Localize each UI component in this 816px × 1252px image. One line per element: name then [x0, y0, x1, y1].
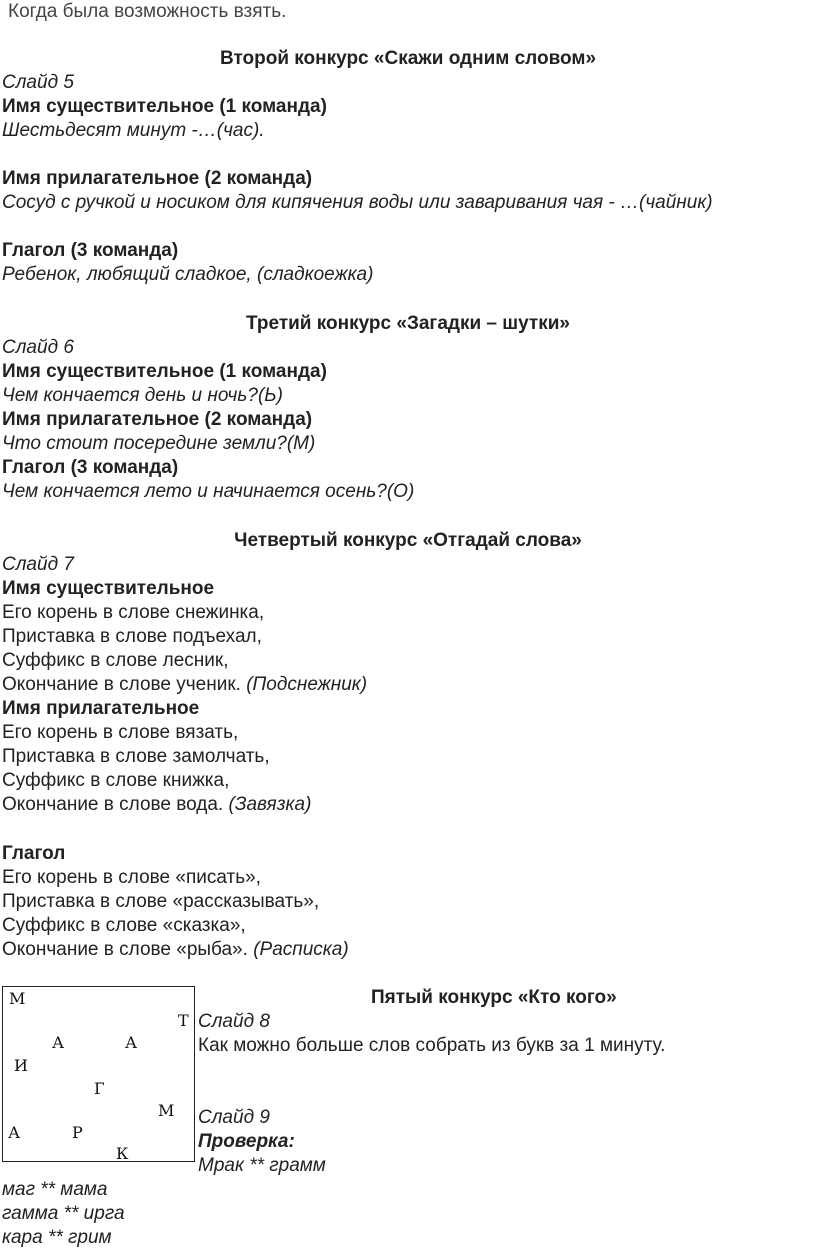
noun-line: Приставка в слове подъехал, [2, 626, 262, 647]
contest5-task: Как можно больше слов собрать из букв за 1 минуту. [198, 1035, 666, 1056]
letter: М [158, 1101, 175, 1120]
letter: Р [72, 1123, 83, 1142]
noun-line: Суффикс в слове лесник, [2, 650, 229, 671]
adjective-heading: Имя прилагательное [2, 698, 200, 719]
letter: Г [94, 1079, 105, 1098]
answer-line: маг ** мама [2, 1179, 108, 1200]
contest3-item2-text: Что стоит посередине земли?(М) [2, 433, 316, 454]
contest5-check: Проверка: [198, 1131, 295, 1152]
letter: А [52, 1033, 65, 1052]
contest2-item3-heading: Глагол (3 команда) [2, 240, 179, 261]
contest5-slide8: Слайд 8 [198, 1011, 270, 1032]
letter: Т [178, 1011, 189, 1030]
contest5-slide9: Слайд 9 [198, 1107, 270, 1128]
intro-text: Когда была возможность взять. [8, 1, 287, 22]
noun-heading: Имя существительное [2, 578, 215, 599]
verb-answer: (Расписка) [253, 939, 349, 960]
contest4-title: Четвертый конкурс «Отгадай слова» [234, 530, 582, 551]
verb-line: Окончание в слове «рыба». [2, 939, 254, 960]
verb-line: Его корень в слове «писать», [2, 867, 261, 888]
verb-heading: Глагол [2, 843, 66, 864]
adjective-line: Окончание в слове вода. [2, 794, 229, 815]
contest5-title: Пятый конкурс «Кто кого» [371, 987, 617, 1008]
adjective-answer: (Завязка) [228, 794, 312, 815]
letters-box [2, 986, 195, 1162]
contest3-item1-text: Чем кончается день и ночь?(Ь) [2, 385, 283, 406]
contest2-item2-heading: Имя прилагательное (2 команда) [2, 168, 313, 189]
adjective-line: Суффикс в слове книжка, [2, 770, 230, 791]
contest3-item3-heading: Глагол (3 команда) [2, 457, 179, 478]
adjective-last-line [2, 793, 311, 817]
contest2-item1-heading: Имя существительное (1 команда) [2, 96, 327, 117]
adjective-line: Его корень в слове вязать, [2, 722, 239, 743]
letter: А [8, 1123, 21, 1142]
contest3-item3-text: Чем кончается лето и начинается осень?(О) [2, 481, 415, 502]
contest2-item1-text: Шестьдесят минут -…(час). [2, 120, 265, 141]
noun-line: Его корень в слове снежинка, [2, 602, 265, 623]
letter: М [9, 989, 26, 1008]
noun-last-line [2, 673, 367, 697]
verb-line: Суффикс в слове «сказка», [2, 915, 246, 936]
letter: К [116, 1144, 129, 1163]
answer-line: кара ** грим [2, 1227, 112, 1248]
noun-line: Окончание в слове ученик. [2, 674, 247, 695]
verb-line: Приставка в слове «рассказывать», [2, 891, 320, 912]
verb-last-line [2, 938, 349, 962]
contest2-item2-text: Сосуд с ручкой и носиком для кипячения воды или заваривания чая - …(чайник) [2, 192, 713, 213]
contest3-item1-heading: Имя существительное (1 команда) [2, 361, 327, 382]
answer-line: Мрак ** грамм [198, 1155, 326, 1176]
noun-answer: (Подснежник) [246, 674, 368, 695]
contest2-slide: Слайд 5 [2, 72, 74, 93]
contest3-item2-heading: Имя прилагательное (2 команда) [2, 409, 313, 430]
contest2-title: Второй конкурс «Скажи одним словом» [219, 48, 597, 69]
contest3-title: Третий конкурс «Загадки – шутки» [246, 313, 570, 334]
contest2-item3-text: Ребенок, любящий сладкое, (сладкоежка) [2, 264, 374, 285]
letter: А [125, 1033, 138, 1052]
contest3-slide: Слайд 6 [2, 337, 74, 358]
letter: И [14, 1056, 28, 1075]
answer-line: гамма ** ирга [2, 1203, 125, 1224]
adjective-line: Приставка в слове замолчать, [2, 746, 270, 767]
contest4-slide: Слайд 7 [2, 554, 74, 575]
